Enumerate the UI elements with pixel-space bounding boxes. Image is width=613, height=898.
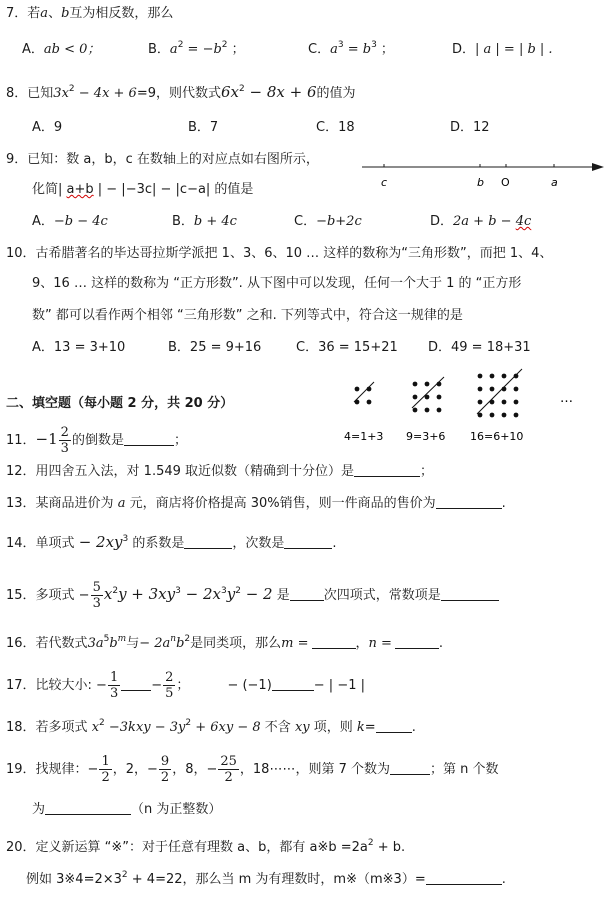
option-c: C．36 = 15+21 xyxy=(296,340,398,355)
stem-text: + b. xyxy=(373,840,406,855)
stem-text: 找规律：− xyxy=(35,762,99,777)
stem-text: 的值为 xyxy=(316,86,356,101)
exponent: 2 xyxy=(177,39,184,50)
exponent: 2 xyxy=(235,585,241,596)
var-k: k xyxy=(356,720,365,735)
axis-label-a: a xyxy=(551,176,558,189)
option-label: A． xyxy=(22,42,44,57)
separator: ， xyxy=(355,636,369,651)
answer-blank-coefficient[interactable] xyxy=(184,534,232,549)
stem-tail: . xyxy=(501,496,506,511)
dot-figure-16 xyxy=(477,369,522,417)
term: x xyxy=(103,585,113,603)
stem-text: 的倒数是 xyxy=(71,433,124,448)
option-label: D． xyxy=(452,42,476,57)
answer-blank-degree[interactable] xyxy=(290,586,324,601)
number-line-figure xyxy=(360,155,610,195)
question-14 xyxy=(0,530,613,554)
exponent: 3 xyxy=(337,39,344,50)
question-20 xyxy=(0,836,613,860)
question-number: 16． xyxy=(6,636,36,651)
exponent: 2 xyxy=(185,717,192,728)
exponent: 2 xyxy=(367,837,374,848)
question-13 xyxy=(0,492,613,516)
question-number: 18． xyxy=(6,720,36,735)
numerator: 25 xyxy=(220,754,237,769)
option-text: 2a + b − xyxy=(453,214,516,229)
question-16 xyxy=(0,632,613,656)
option-b xyxy=(148,38,245,62)
question-7 xyxy=(0,2,613,26)
stem-text: 例如 3※4=2×3 xyxy=(26,872,122,887)
fraction xyxy=(159,754,171,785)
fraction xyxy=(99,754,111,785)
figure-ellipsis: … xyxy=(560,391,573,406)
var-b: b xyxy=(61,6,70,21)
option-text: −b − 4c xyxy=(53,214,108,229)
term: b xyxy=(109,636,118,651)
option-text: = −b xyxy=(183,42,222,57)
exponent: 3 xyxy=(175,585,181,596)
question-number: 11． xyxy=(6,433,36,448)
dot-figure-9 xyxy=(412,377,444,412)
answer-blank[interactable] xyxy=(436,494,502,509)
fraction xyxy=(91,580,103,611)
question-10-options xyxy=(0,336,613,360)
var-a: a xyxy=(40,6,49,21)
term: + 6xy − 8 xyxy=(191,720,261,735)
numerator: 5 xyxy=(92,580,101,595)
question-number: 10． xyxy=(6,246,36,261)
question-19 xyxy=(0,752,613,788)
stem-tail: . xyxy=(411,720,416,735)
option-d: D．12 xyxy=(450,120,490,135)
monomial: − 2xy xyxy=(78,533,123,551)
term: − 2 xyxy=(240,585,273,603)
term: b xyxy=(176,636,185,651)
stem-text: 单项式 xyxy=(35,536,79,551)
option-c: C．18 xyxy=(316,120,355,135)
question-number: 19． xyxy=(6,762,36,777)
stem-text: 是 xyxy=(272,588,290,603)
option-base: a xyxy=(169,42,178,57)
numerator: 9 xyxy=(160,754,170,769)
question-number: 15． xyxy=(6,588,36,603)
stem-text: 元，商店将价格提高 30%销售，则一件商品的售价为 xyxy=(125,496,436,511)
question-number: 7． xyxy=(6,6,28,21)
option-label: C． xyxy=(294,214,317,229)
question-20-line-2 xyxy=(0,868,613,892)
question-12 xyxy=(0,460,613,484)
stem-text: ，18⋯⋯，则第 7 个数为 xyxy=(239,762,390,777)
stem-text: 互为相反数，那么 xyxy=(69,6,174,21)
stem-text: 已知 xyxy=(27,86,54,101)
option-label: C． xyxy=(308,42,331,57)
expression: − 8x + 6 xyxy=(244,83,317,101)
arrow-icon xyxy=(592,163,604,171)
answer-blank-nth[interactable] xyxy=(45,800,131,815)
stem-text: 若多项式 xyxy=(35,720,92,735)
question-9-options xyxy=(0,210,613,234)
exponent: 3 xyxy=(220,585,227,596)
exponent: 2 xyxy=(99,717,105,728)
question-number: 9． xyxy=(6,152,28,167)
stem-text: ，8，− xyxy=(172,762,218,777)
numerator: 1 xyxy=(109,670,119,685)
option-b: B．7 xyxy=(188,120,219,135)
stem-text: − xyxy=(151,678,163,693)
stem-text: 定义新运算 “※”：对于任意有理数 a、b，都有 a※b =2a xyxy=(35,840,368,855)
var-n: n = xyxy=(368,636,392,651)
stem-text: 比较大小: − xyxy=(35,678,107,693)
question-number: 20． xyxy=(6,840,36,855)
option-a: A．13 = 3+10 xyxy=(32,340,126,355)
mixed-number-whole: −1 xyxy=(35,430,58,448)
stem-text: ，次数是 xyxy=(232,536,285,551)
stem-text: 若代数式 xyxy=(35,636,88,651)
answer-blank-n[interactable] xyxy=(395,634,439,649)
expression: 3x xyxy=(53,86,69,101)
option-label: D． xyxy=(430,214,454,229)
separator: ； xyxy=(176,678,190,693)
numerator: 2 xyxy=(60,425,69,440)
fraction xyxy=(108,670,120,701)
stem-text: 数” 都可以看作两个相邻 “三角形数” 之和. 下列等式中，符合这一规律的是 xyxy=(32,308,463,323)
question-10-line-3 xyxy=(0,304,613,328)
underlined-expression: a+b xyxy=(66,182,94,197)
option-a: A．9 xyxy=(32,120,63,135)
answer-blank[interactable] xyxy=(376,718,412,733)
stem-text: 的系数是 xyxy=(128,536,185,551)
exponent: 3 xyxy=(371,39,377,50)
stem-text: =9，则代数式 xyxy=(136,86,222,101)
stem-text: 化简| xyxy=(32,182,67,197)
stem-text: | − |−3c| − |c−a| 的值是 xyxy=(93,182,254,197)
term: − 2x xyxy=(180,585,221,603)
term: x xyxy=(91,720,100,735)
question-8-options xyxy=(0,116,613,140)
question-number: 14． xyxy=(6,536,36,551)
exponent: 3 xyxy=(122,533,129,544)
option-d: D．49 = 18+31 xyxy=(428,340,531,355)
var-m: m = xyxy=(281,636,309,651)
answer-blank[interactable] xyxy=(426,870,502,885)
dot-figure-4 xyxy=(354,382,374,404)
exponent: 2 xyxy=(68,83,75,94)
answer-blank-compare-1[interactable] xyxy=(121,676,151,691)
option-text: ab < 0； xyxy=(43,42,101,57)
stem-text: = xyxy=(364,720,376,735)
term: − 2a xyxy=(139,636,171,651)
axis-label-b: b xyxy=(477,176,484,189)
exponent: 2 xyxy=(221,39,228,50)
answer-blank[interactable] xyxy=(124,431,174,446)
stem-text: + 4=22，那么当 m 为有理数时，m※（m※3）= xyxy=(127,872,426,887)
stem-tail: . xyxy=(501,872,506,887)
question-number: 8． xyxy=(6,86,28,101)
stem-text: 为 xyxy=(32,802,46,817)
section-title-text: 二、填空题（每小题 2 分，共 20 分） xyxy=(6,396,234,411)
stem-tail: ； xyxy=(173,433,187,448)
figure-caption-16: 16=6+10 xyxy=(470,430,524,443)
fraction xyxy=(163,670,175,701)
option-label: B． xyxy=(148,42,170,57)
stem-text: 次四项式，常数项是 xyxy=(323,588,441,603)
stem-text: 若 xyxy=(27,6,41,21)
var-xy: xy xyxy=(294,720,310,735)
question-8 xyxy=(0,80,613,104)
denominator: 2 xyxy=(101,770,110,785)
question-11 xyxy=(0,424,613,454)
option-tail: ； xyxy=(227,42,245,57)
answer-blank[interactable] xyxy=(354,462,420,477)
denominator: 5 xyxy=(165,686,174,701)
option-tail: ； xyxy=(376,42,394,57)
question-number: 13． xyxy=(6,496,36,511)
denominator: 3 xyxy=(109,686,119,701)
exponent: 5 xyxy=(103,633,110,644)
term: −3kxy − 3y xyxy=(104,720,186,735)
axis-label-o: O xyxy=(501,176,510,189)
question-17 xyxy=(0,668,613,704)
option-b: B．25 = 9+16 xyxy=(168,340,262,355)
denominator: 3 xyxy=(60,441,69,456)
question-15 xyxy=(0,576,613,612)
var-a: a xyxy=(117,496,126,511)
answer-blank-m[interactable] xyxy=(312,634,356,649)
stem-text: 多项式 − xyxy=(35,588,90,603)
stem-text: 不含 xyxy=(260,720,295,735)
stem-text: − | −1 | xyxy=(313,678,365,693)
option-text: b + 4c xyxy=(193,214,237,229)
denominator: 2 xyxy=(224,770,233,785)
stem-tail: . xyxy=(438,636,444,651)
expression: − 4x + 6 xyxy=(74,86,137,101)
exponent: 2 xyxy=(112,585,119,596)
stem-text: 与 xyxy=(126,636,140,651)
option-a xyxy=(32,210,108,234)
option-text: = b xyxy=(343,42,372,57)
stem-text: 项，则 xyxy=(309,720,357,735)
option-base: a xyxy=(330,42,338,57)
option-c xyxy=(294,210,362,234)
stem-text: − (−1) xyxy=(227,678,272,693)
question-18 xyxy=(0,716,613,740)
question-19-line-2 xyxy=(0,798,613,822)
option-d xyxy=(430,210,531,234)
stem-text: ；第 n 个数 xyxy=(429,762,499,777)
term: y xyxy=(226,585,236,603)
fraction xyxy=(59,425,71,456)
separator: 、 xyxy=(48,6,62,21)
question-number: 12． xyxy=(6,464,36,479)
stem-text: 9、16 … 这样的数称为 “正方形数”. 从下图中可以发现，任何一个大于 1 的 “正方形 xyxy=(32,276,522,291)
option-text: | a | = | b | . xyxy=(475,42,553,57)
stem-text: 用四舍五入法，对 1.549 取近似数（精确到十分位）是 xyxy=(35,464,355,479)
stem-text: ，2，− xyxy=(112,762,158,777)
option-b xyxy=(172,210,237,234)
figure-caption-9: 9=3+6 xyxy=(406,430,446,443)
term: 3a xyxy=(87,636,104,651)
term: y + 3xy xyxy=(118,585,176,603)
option-label: B． xyxy=(172,214,194,229)
figure-caption-4: 4=1+3 xyxy=(344,430,384,443)
question-number: 17． xyxy=(6,678,36,693)
stem-text: （n 为正整数） xyxy=(131,802,222,817)
option-d xyxy=(452,38,553,62)
exponent: n xyxy=(170,633,177,644)
answer-blank-constant[interactable] xyxy=(441,586,499,601)
axis-label-c: c xyxy=(381,176,388,189)
stem-tail: ； xyxy=(420,464,434,479)
denominator: 3 xyxy=(92,596,101,611)
expression: 6x xyxy=(221,83,240,101)
exponent: m xyxy=(117,633,127,644)
option-text: −b+2c xyxy=(316,214,362,229)
exponent: 2 xyxy=(121,869,128,880)
stem-text: 是同类项，那么 xyxy=(190,636,282,651)
option-c xyxy=(308,38,394,62)
stem-text: 某商品进价为 xyxy=(35,496,118,511)
option-label: A． xyxy=(32,214,54,229)
underlined-expression: 4c xyxy=(515,214,532,229)
option-a xyxy=(22,38,100,62)
question-10-line-2 xyxy=(0,272,613,296)
question-10-line-1 xyxy=(0,242,613,266)
fraction xyxy=(218,754,239,785)
exponent: 2 xyxy=(239,83,245,94)
answer-blank-compare-2[interactable] xyxy=(272,676,314,691)
stem-text: 已知：数 a，b，c 在数轴上的对应点如右图所示， xyxy=(27,152,319,167)
answer-blank-degree[interactable] xyxy=(284,534,332,549)
denominator: 2 xyxy=(160,770,170,785)
numerator: 1 xyxy=(101,754,110,769)
stem-text: 古希腊著名的毕达哥拉斯学派把 1、3、6、10 … 这样的数称为“三角形数”，而把 1、4、 xyxy=(35,246,553,261)
question-7-options xyxy=(0,38,613,62)
answer-blank-seventh[interactable] xyxy=(390,760,430,775)
stem-tail: . xyxy=(332,536,337,551)
exponent: 2 xyxy=(184,633,191,644)
numerator: 2 xyxy=(165,670,174,685)
